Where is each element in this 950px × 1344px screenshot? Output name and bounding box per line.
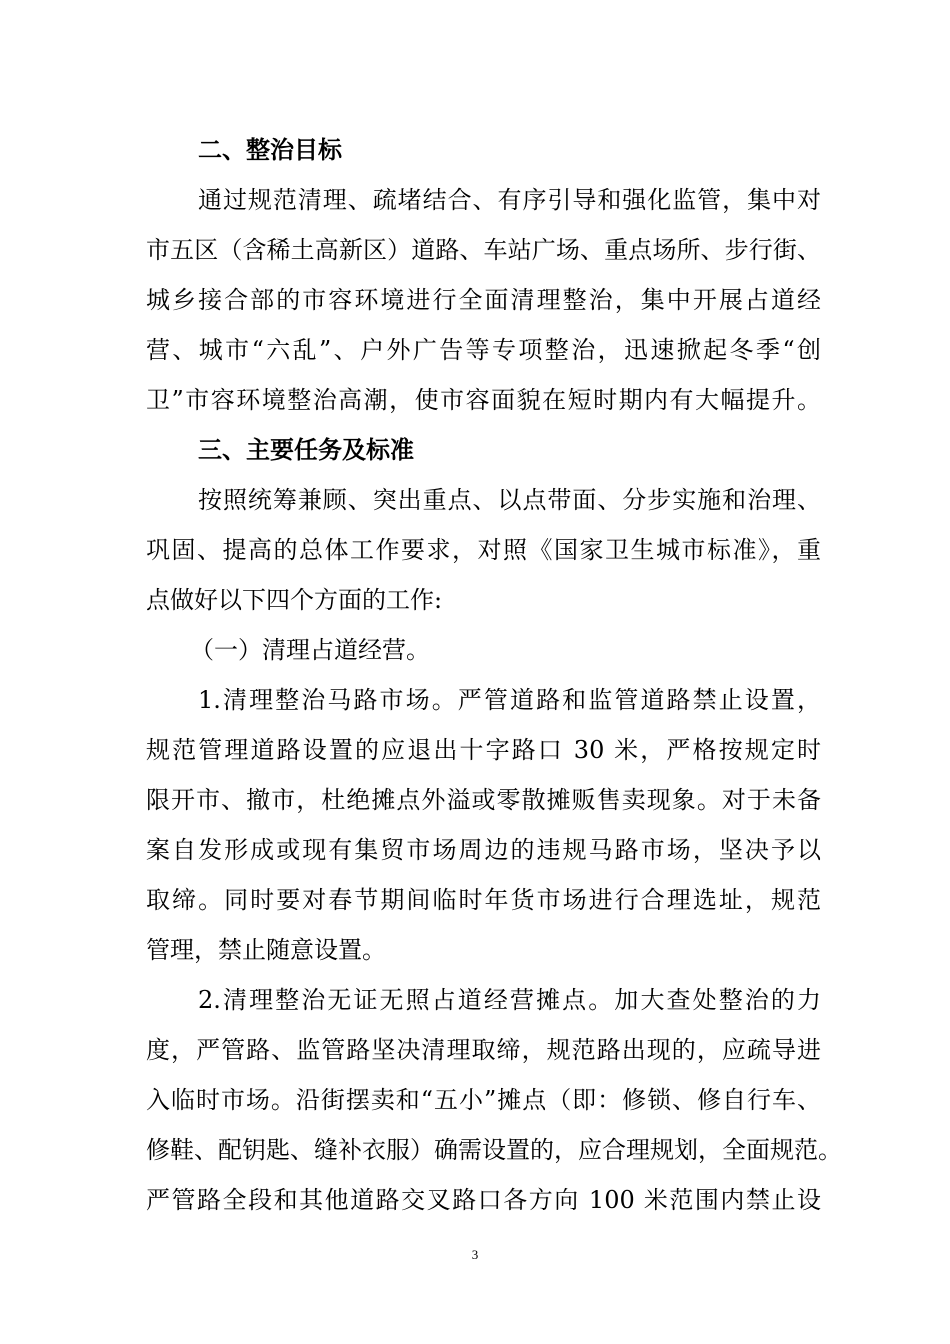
paragraph-line: 修鞋、配钥匙、缝补衣服）确需设置的，应合理规划，全面规范。 [146,1136,842,1164]
paragraph-line: 2.清理整治无证无照占道经营摊点。加大查处整治的力 [198,986,821,1014]
section-heading-goals: 二、整治目标 [198,136,342,164]
paragraph-line: 案自发形成或现有集贸市场周边的违规马路市场，坚决予以 [146,836,821,864]
paragraph-line: 度，严管路、监管路坚决清理取缔，规范路出现的，应疏导进 [146,1036,821,1064]
paragraph-line: 取缔。同时要对春节期间临时年货市场进行合理选址，规范 [146,886,821,914]
paragraph-line: 入临时市场。沿街摆卖和“五小”摊点（即：修锁、修自行车、 [146,1086,821,1114]
paragraph-line: 按照统筹兼顾、突出重点、以点带面、分步实施和治理、 [198,486,821,514]
paragraph-line: 1.清理整治马路市场。严管道路和监管道路禁止设置， [198,686,821,714]
paragraph-line: 通过规范清理、疏堵结合、有序引导和强化监管，集中对 [198,186,821,214]
page-number: 3 [471,1247,479,1262]
paragraph-line: 严管路全段和其他道路交叉路口各方向 100 米范围内禁止设 [146,1186,821,1214]
paragraph-line: 城乡接合部的市容环境进行全面清理整治，集中开展占道经 [146,286,821,314]
paragraph-line: 点做好以下四个方面的工作: [146,586,443,614]
paragraph-line: 规范管理道路设置的应退出十字路口 30 米，严格按规定时 [146,736,821,764]
paragraph-line: 营、城市“六乱”、户外广告等专项整治，迅速掀起冬季“创 [146,336,821,364]
paragraph-line: 管理，禁止随意设置。 [146,936,386,964]
subsection-heading: （一）清理占道经营。 [190,636,430,664]
section-heading-tasks: 三、主要任务及标准 [198,436,414,464]
paragraph-line: 市五区（含稀土高新区）道路、车站广场、重点场所、步行街、 [146,236,821,264]
paragraph-line: 卫”市容环境整治高潮，使市容面貌在短时期内有大幅提升。 [146,386,821,414]
paragraph-line: 巩固、提高的总体工作要求，对照《国家卫生城市标准》，重 [146,536,821,564]
paragraph-line: 限开市、撤市，杜绝摊点外溢或零散摊贩售卖现象。对于未备 [146,786,821,814]
